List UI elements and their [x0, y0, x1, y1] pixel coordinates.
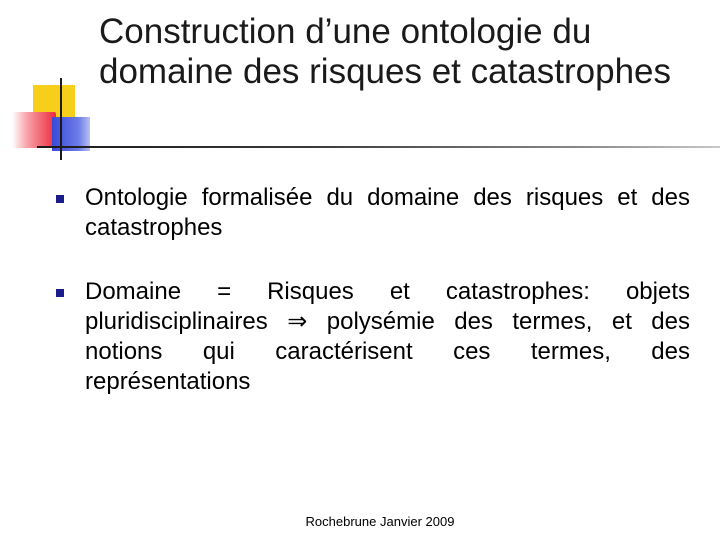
square-bullet-icon: [56, 289, 64, 297]
bullet-text: Ontologie formalisée du domaine des risques et des catastrophes: [85, 184, 690, 241]
slide-footer: Rochebrune Janvier 2009: [305, 514, 455, 529]
title-underline: [37, 146, 720, 148]
list-item: [50, 183, 690, 243]
slide-title: Construction d’une ontologie du domaine des risques et catastrophes: [99, 12, 671, 91]
bullet-text: Domaine = Risques et catastrophes: objets pluridisciplinaires ⇒ polysémie des termes, et des notions qui caractérisent ces termes, des représentations: [85, 278, 690, 395]
logo-red-square: [12, 112, 56, 148]
square-bullet-icon: [56, 195, 64, 203]
bullet-list: [50, 183, 690, 431]
list-item: [50, 277, 690, 397]
